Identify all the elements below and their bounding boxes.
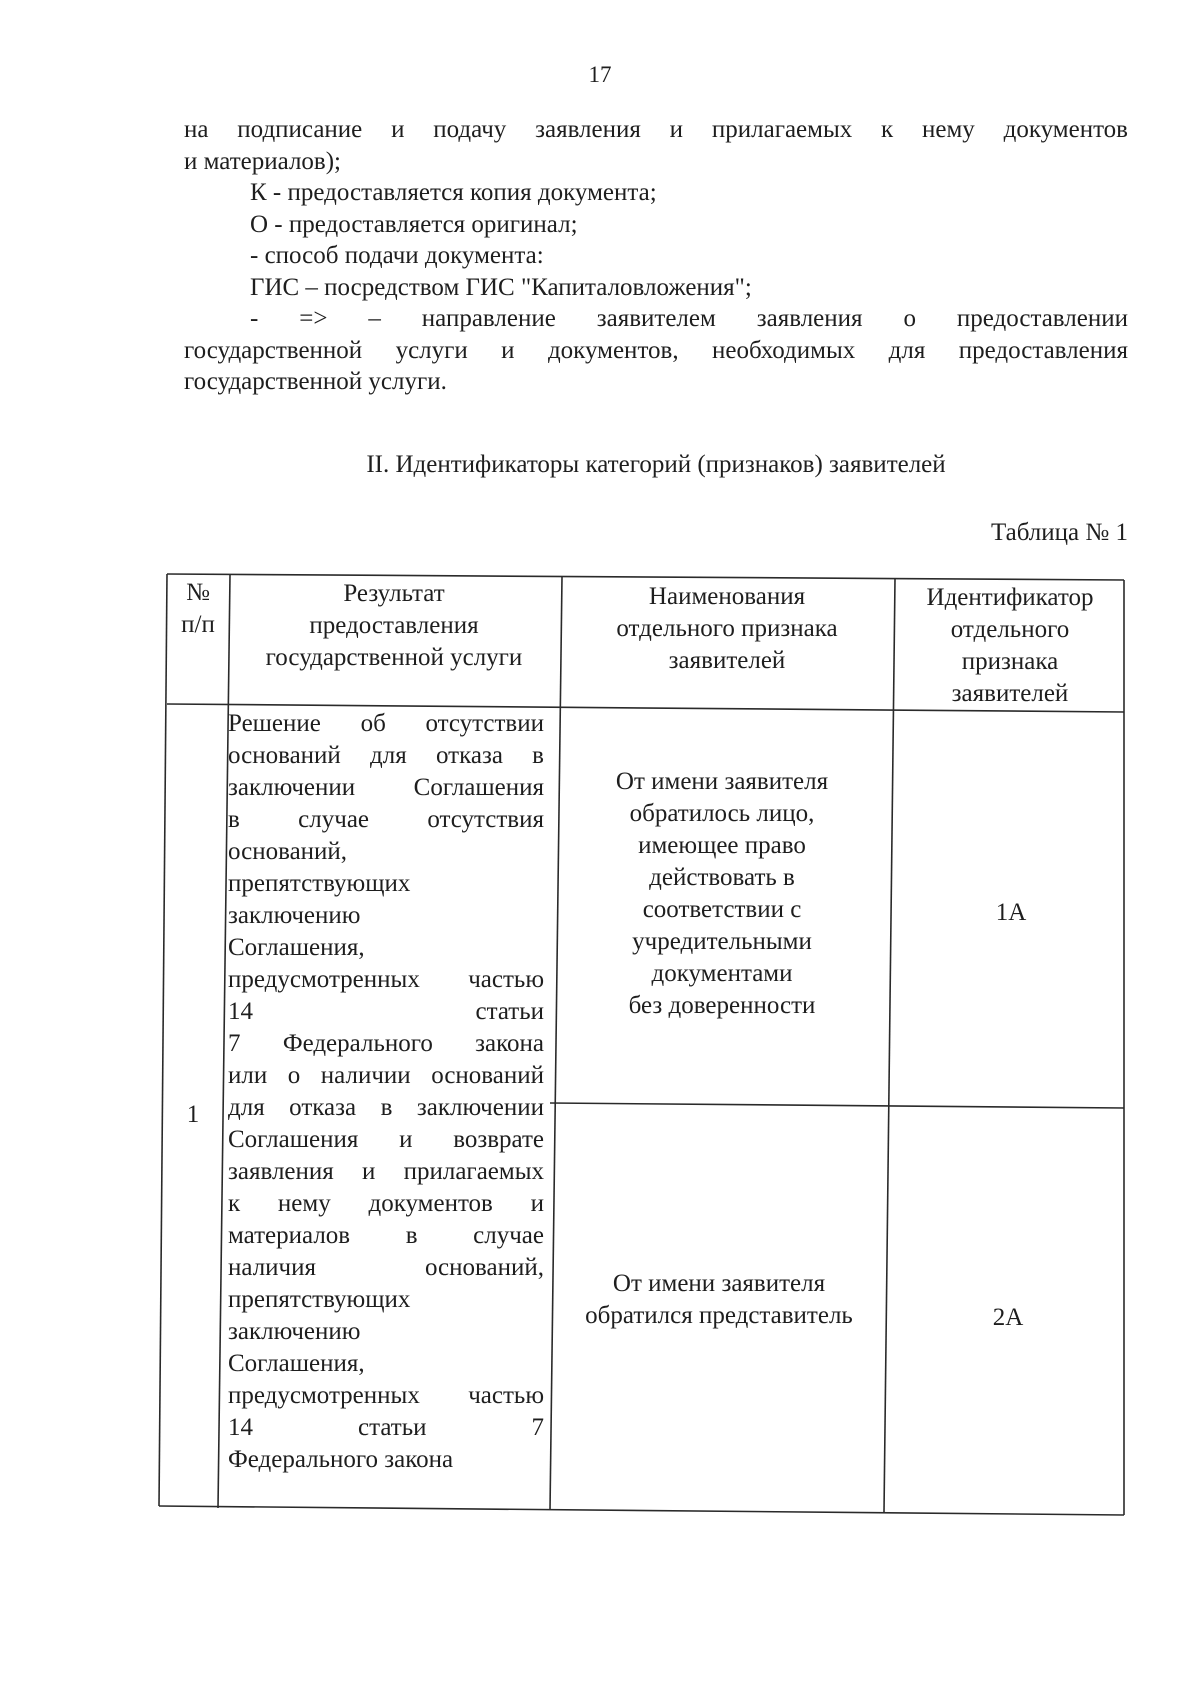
legend-arrow-line-3: государственной услуги. (184, 368, 447, 395)
sub-row-1-name-line: действовать в (649, 864, 795, 891)
header-name (564, 581, 890, 677)
row-result-line: заключению (228, 902, 361, 929)
sub-row-2-name-line: обратился представитель (585, 1302, 853, 1329)
section-heading: II. Идентификаторы категорий (признаков) заявителей (366, 451, 946, 478)
header-result (232, 578, 556, 674)
row-result-line: в случае отсутствия (228, 806, 544, 833)
sub-row-1-name (556, 766, 888, 1022)
arrow-part: – (368, 305, 381, 332)
arrow-part: направление (421, 305, 556, 332)
header-name-line: отдельного признака (616, 615, 838, 642)
legend-copy: К - предоставляется копия документа; (250, 179, 657, 206)
sub-row-1-name-line: учредительными (632, 928, 812, 955)
header-identifier-line: Идентификатор (926, 584, 1094, 611)
sub-row-1-identifier: 1А (995, 899, 1027, 926)
row-result-line: заявления и прилагаемых (228, 1158, 544, 1185)
sub-row-2-name (554, 1268, 884, 1332)
row-result-line: оснований, (228, 838, 348, 865)
row-result-line: Решение об отсутствии (228, 710, 544, 737)
arrow-part: заявителем (596, 305, 716, 332)
row-result-line: Федерального закона (228, 1446, 454, 1473)
header-number-line: № (186, 579, 210, 606)
row-result-line: наличия оснований, (228, 1254, 544, 1281)
header-number (172, 577, 224, 641)
header-result-line: предоставления (309, 612, 479, 639)
arrow-part: о (903, 305, 916, 332)
sub-row-2-name-line: От имени заявителя (612, 1270, 826, 1297)
legend-gis: ГИС – посредством ГИС "Капиталовложения"; (250, 273, 752, 301)
row-result-line: препятствующих (228, 1286, 411, 1313)
header-identifier-line: отдельного (950, 616, 1070, 643)
row-result-line: для отказа в заключении (228, 1094, 544, 1121)
header-identifier-line: признака (961, 648, 1059, 675)
row-result-line: заключению (228, 1318, 361, 1345)
row-result-line: материалов в случае (228, 1222, 544, 1249)
arrow-part: предоставлении (956, 305, 1128, 332)
row-result-line: предусмотренных частью (228, 1382, 544, 1409)
row-result-line: Соглашения и возврате (228, 1126, 544, 1153)
row-number: 1 (186, 1101, 200, 1128)
legend-original: О - предоставляется оригинал; (250, 210, 578, 238)
sub-row-2-identifier: 2А (992, 1304, 1024, 1331)
row-result-line: 14 статьи 7 (228, 1414, 544, 1441)
sub-row-1-name-line: От имени заявителя (615, 768, 829, 795)
arrow-part: заявления (756, 305, 863, 332)
continuation-line-1: на подписание и подачу заявления и прилагаемых к нему документов (184, 116, 1128, 143)
row-result-line: 7 Федерального закона (228, 1030, 544, 1057)
header-result-line: Результат (343, 580, 445, 607)
page-number: 17 (588, 62, 612, 87)
header-name-line: Наименования (648, 583, 806, 610)
row-result-line: или о наличии оснований (228, 1062, 544, 1089)
header-name-line: заявителей (668, 647, 786, 674)
row-result-line: Соглашения, (228, 934, 365, 961)
header-identifier (898, 582, 1122, 710)
row-result-line: предусмотренных частью (228, 966, 544, 993)
table-caption: Таблица № 1 (990, 519, 1128, 546)
arrow-part: => (299, 305, 328, 332)
row-result-line: Соглашения, (228, 1350, 365, 1377)
continuation-line-2: и материалов); (184, 147, 341, 175)
sub-row-1-name-line: имеющее право (638, 832, 806, 859)
row-result-cell (228, 708, 544, 1476)
sub-row-1-name-line: обратилось лицо, (629, 800, 815, 827)
sub-row-1-name-line: без доверенности (628, 992, 816, 1019)
row-result-line: 14 статьи (228, 998, 544, 1025)
row-result-line: к нему документов и (228, 1190, 544, 1217)
row-result-line: заключении Соглашения (228, 774, 544, 801)
header-identifier-line: заявителей (951, 680, 1069, 707)
legend-arrow-line-2: государственной услуги и документов, необходимых для предоставления (184, 336, 1128, 364)
header-result-line: государственной услуги (265, 644, 523, 671)
sub-row-1-name-line: соответствии с (642, 896, 802, 923)
legend-method: - способ подачи документа: (250, 242, 544, 269)
header-number-line: п/п (181, 611, 215, 638)
arrow-part: - (250, 305, 259, 332)
row-result-line: оснований для отказа в (228, 742, 544, 769)
row-result-line: препятствующих (228, 870, 411, 897)
sub-row-1-name-line: документами (651, 960, 793, 987)
